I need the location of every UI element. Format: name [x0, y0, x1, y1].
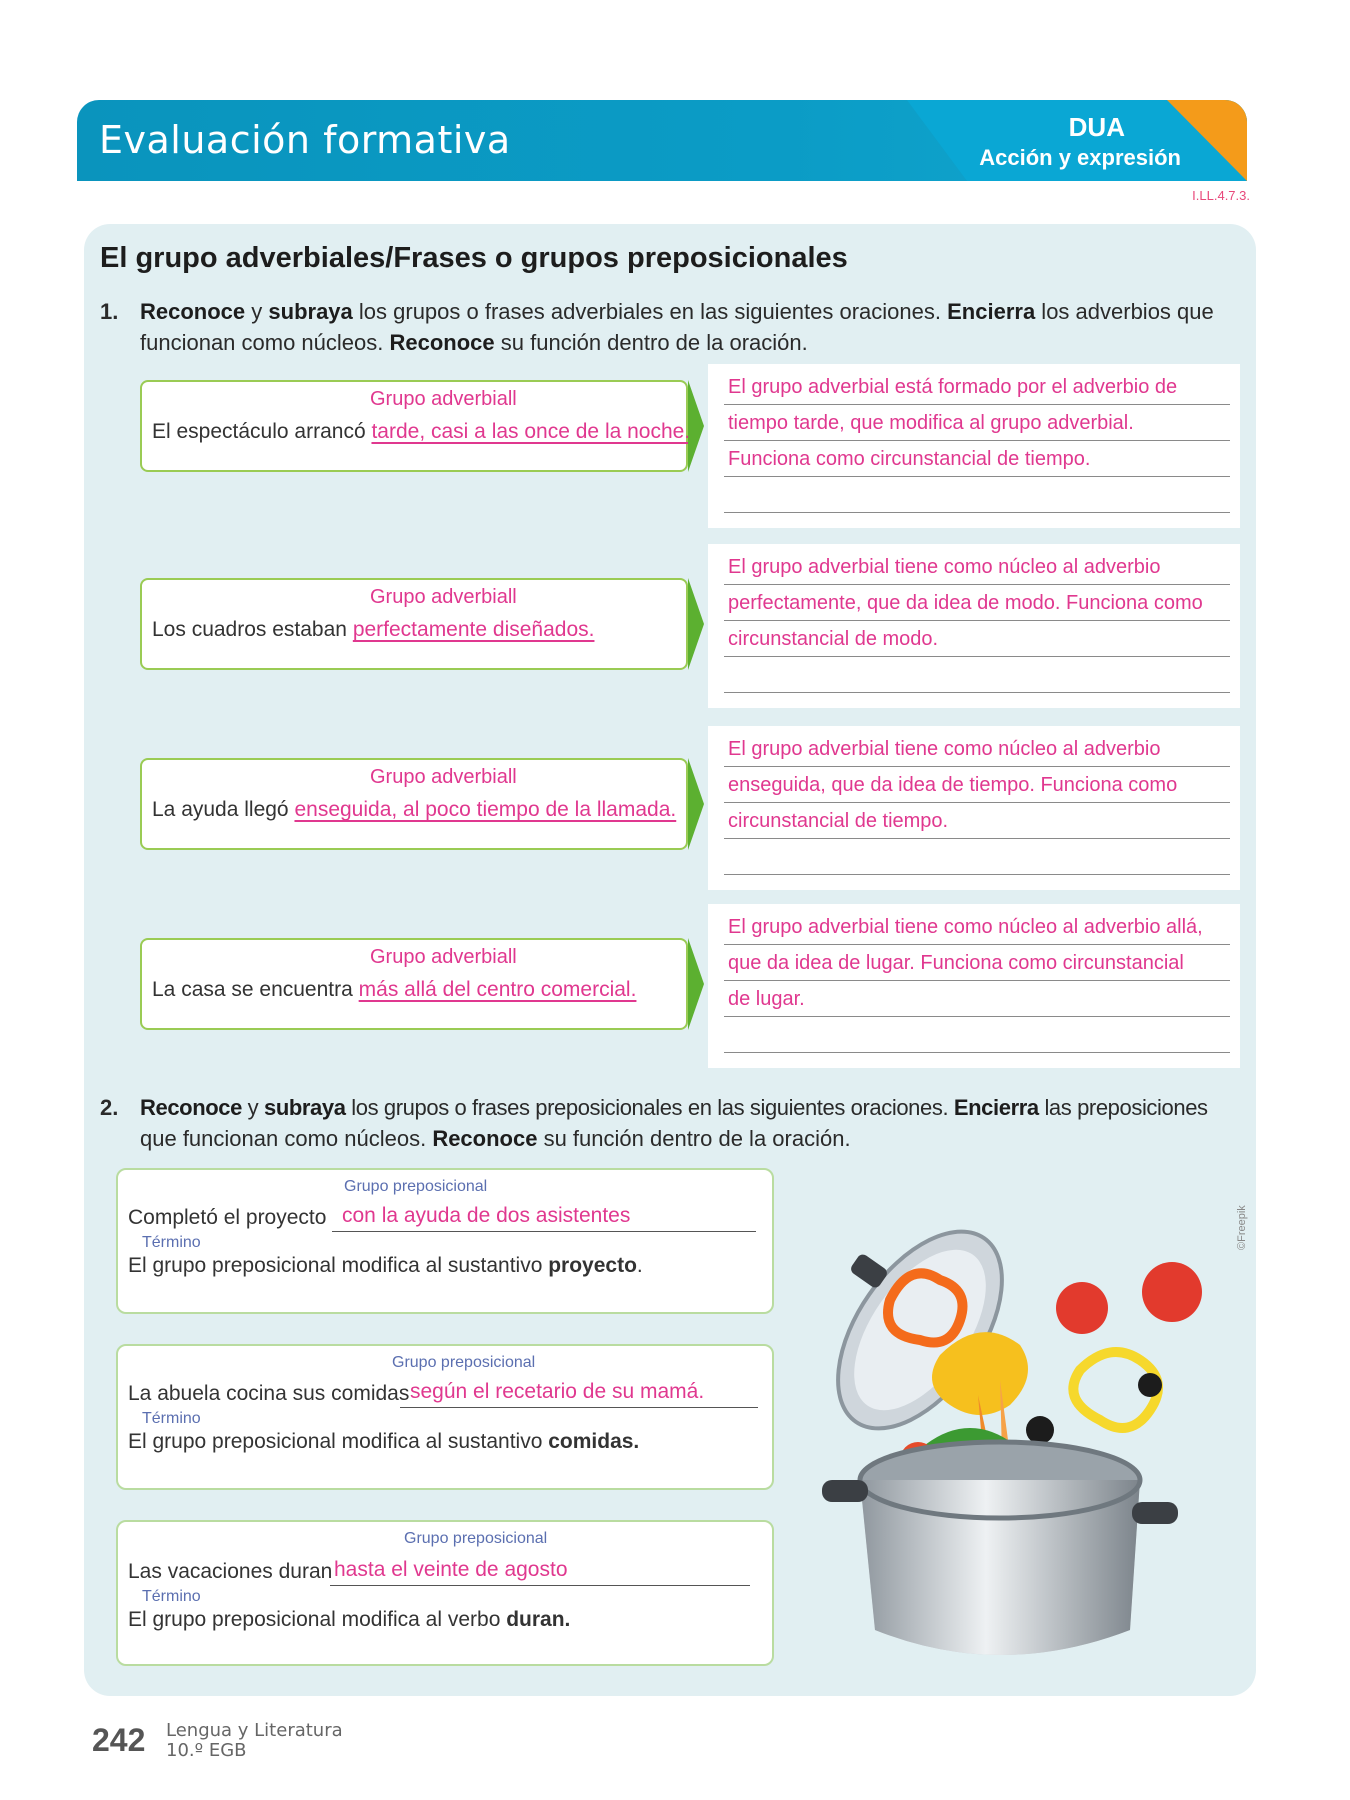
answer-line [332, 1231, 756, 1232]
footer-subject: Lengua y Literatura [166, 1720, 343, 1741]
footer-grade: 10.º EGB [166, 1740, 247, 1761]
answer-text[interactable]: enseguida, al poco tiempo de la llamada. [294, 798, 677, 821]
answer-text[interactable]: perfectamente diseñados. [352, 618, 595, 641]
activity2-line2 [140, 1123, 1250, 1154]
writing-line [724, 584, 1230, 585]
verb: subraya [263, 1095, 346, 1120]
explanation-line[interactable]: de lugar. [728, 988, 805, 1010]
sentence [152, 420, 690, 444]
header-bar [77, 100, 1247, 181]
group-label: Grupo preposicional [344, 1178, 488, 1195]
writing-line [724, 874, 1230, 875]
explanation-line[interactable]: que da idea de lugar. Funciona como circunstancial [728, 952, 1184, 974]
pot-body-icon [822, 1442, 1178, 1655]
sentence-prefix: Los cuadros estaban [152, 618, 347, 641]
sentence-prefix: La abuela cocina sus comidas [128, 1382, 410, 1405]
writing-line [724, 944, 1230, 945]
verb: Encierra [953, 1095, 1039, 1120]
writing-line [724, 656, 1230, 657]
activity2-line1 [140, 1092, 1250, 1123]
answer-text[interactable]: hasta el veinte de agosto [334, 1558, 568, 1581]
explanation-line[interactable]: El grupo adverbial tiene como núcleo al adverbio [728, 556, 1161, 578]
verb: Reconoce [389, 330, 495, 355]
writing-line [724, 802, 1230, 803]
text: los grupos o frases preposicionales en las siguientes oraciones. [345, 1095, 954, 1120]
indicator-code: I.LL.4.7.3. [1192, 188, 1250, 203]
explanation-line[interactable]: El grupo adverbial tiene como núcleo al adverbio [728, 738, 1161, 760]
group-label: Grupo preposicional [404, 1530, 548, 1547]
answer-line [330, 1585, 750, 1586]
pot-lid-icon [805, 1203, 1035, 1458]
sentence-prefix: Completó el proyecto [128, 1206, 327, 1229]
writing-line [724, 404, 1230, 405]
cooking-pot-illustration [800, 1180, 1220, 1670]
verb: Reconoce [140, 1095, 242, 1120]
adverbial-sentence-box [140, 380, 691, 472]
explanation-box [708, 364, 1240, 528]
explanation-box [708, 726, 1240, 890]
text: los adverbios que [1035, 299, 1214, 324]
activity1-line1 [140, 296, 1250, 327]
sentence-prefix: La casa se encuentra [152, 978, 353, 1001]
text: y [245, 299, 269, 324]
sentence-prefix: Las vacaciones duran [128, 1560, 333, 1583]
text: funcionan como núcleos. [140, 330, 390, 355]
page-number: 242 [92, 1722, 146, 1758]
modified-word: duran. [506, 1608, 571, 1631]
explanation-line[interactable]: Funciona como circunstancial de tiempo. [728, 448, 1091, 470]
writing-line [724, 620, 1230, 621]
modifies-sentence [128, 1608, 570, 1632]
explanation-line[interactable]: circunstancial de modo. [728, 628, 939, 650]
writing-line [724, 1016, 1230, 1017]
writing-line [724, 766, 1230, 767]
modified-word: comidas. [548, 1430, 640, 1453]
text: su función dentro de la oración. [494, 330, 808, 355]
activity1-instructions [100, 296, 1250, 358]
verb: Reconoce [432, 1126, 538, 1151]
explanation-box [708, 904, 1240, 1068]
text: El grupo preposicional modifica al verbo [128, 1608, 507, 1631]
page-title: Evaluación formativa [99, 118, 511, 162]
explanation-line[interactable]: circunstancial de tiempo. [728, 810, 949, 832]
answer-text[interactable]: más allá del centro comercial. [358, 978, 637, 1001]
adverbial-sentence-box [140, 578, 688, 670]
group-label: Grupo adverbiall [370, 946, 517, 968]
text: los grupos o frases adverbiales en las siguientes oraciones. [352, 299, 948, 324]
text: El grupo preposicional modifica al sustantivo [128, 1430, 549, 1453]
prepositional-sentence-box [116, 1168, 774, 1314]
group-label: Grupo preposicional [392, 1354, 536, 1371]
explanation-line[interactable]: perfectamente, que da idea de modo. Funciona como [728, 592, 1203, 614]
text: El grupo preposicional modifica al sustantivo [128, 1254, 549, 1277]
sentence [152, 798, 676, 822]
group-label: Grupo adverbiall [370, 586, 517, 608]
term-label: Término [142, 1234, 201, 1251]
group-label: Grupo adverbiall [370, 766, 517, 788]
arrow-icon [688, 578, 704, 670]
activity2-number: 2. [100, 1095, 119, 1120]
writing-line [724, 440, 1230, 441]
image-credit: ©Freepik [1236, 1205, 1248, 1250]
writing-line [724, 838, 1230, 839]
verb: Reconoce [140, 299, 246, 324]
answer-text[interactable]: tarde, casi a las once de la noche. [371, 420, 691, 443]
explanation-line[interactable]: tiempo tarde, que modifica al grupo adverbial. [728, 412, 1134, 434]
modifies-sentence [128, 1430, 639, 1454]
explanation-line[interactable]: enseguida, que da idea de tiempo. Funciona como [728, 774, 1178, 796]
group-label: Grupo adverbiall [370, 388, 517, 410]
writing-line [724, 1052, 1230, 1053]
arrow-icon [688, 758, 704, 850]
sentence [152, 978, 636, 1002]
verb: subraya [268, 299, 353, 324]
answer-line [400, 1407, 758, 1408]
answer-text[interactable]: con la ayuda de dos asistentes [342, 1204, 631, 1227]
term-label: Término [142, 1410, 201, 1427]
modified-word: proyecto [548, 1254, 637, 1277]
answer-text[interactable]: según el recetario de su mamá. [410, 1380, 705, 1403]
writing-line [724, 512, 1230, 513]
text: . [636, 1254, 643, 1277]
writing-line [724, 476, 1230, 477]
text: su función dentro de la oración. [537, 1126, 851, 1151]
writing-line [724, 692, 1230, 693]
text: que funcionan como núcleos. [140, 1126, 433, 1151]
verb: Encierra [947, 299, 1036, 324]
activity2-instructions [100, 1092, 1250, 1154]
text: las preposiciones [1038, 1095, 1208, 1120]
explanation-box [708, 544, 1240, 708]
sentence-prefix: El espectáculo arrancó [152, 420, 366, 443]
prepositional-sentence-box [116, 1520, 774, 1666]
sentence-prefix: La ayuda llegó [152, 798, 289, 821]
writing-line [724, 980, 1230, 981]
explanation-line[interactable]: El grupo adverbial tiene como núcleo al adverbio allá, [728, 916, 1203, 938]
dua-title: DUA [1068, 112, 1125, 142]
term-label: Término [142, 1588, 201, 1605]
activity1-number: 1. [100, 299, 119, 324]
adverbial-sentence-box [140, 758, 688, 850]
activity1-line2 [140, 327, 1250, 358]
explanation-line[interactable]: El grupo adverbial está formado por el adverbio de [728, 376, 1178, 398]
adverbial-sentence-box [140, 938, 688, 1030]
arrow-icon [688, 938, 704, 1030]
section-title: El grupo adverbiales/Frases o grupos preposicionales [100, 242, 848, 274]
dua-subtitle: Acción y expresión [979, 145, 1181, 170]
prepositional-sentence-box [116, 1344, 774, 1490]
modifies-sentence [128, 1254, 643, 1278]
sentence [152, 618, 594, 642]
arrow-icon [688, 380, 704, 472]
text: y [241, 1095, 264, 1120]
